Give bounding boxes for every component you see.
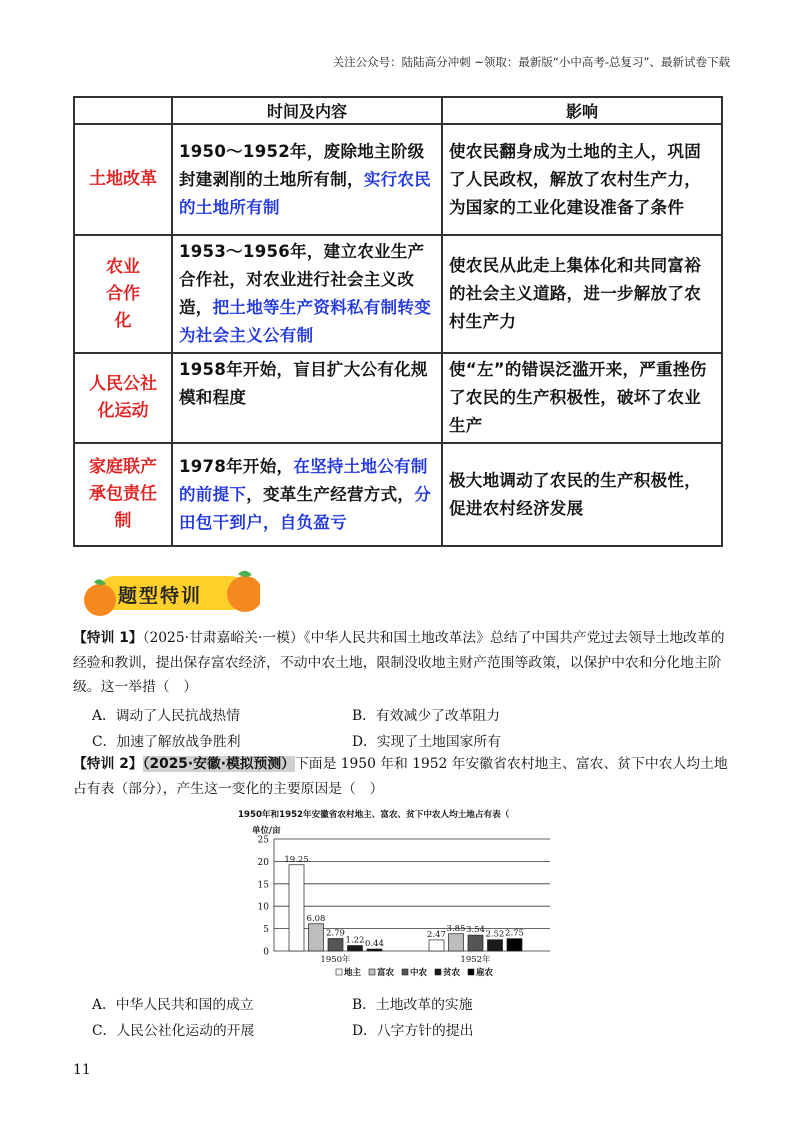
- legend-label: 富农: [377, 968, 395, 978]
- bar-富农: [449, 934, 464, 951]
- q2-tag: 【特训 2】: [73, 756, 143, 772]
- data-label: 2.75: [505, 928, 524, 939]
- question-1: [73, 626, 733, 700]
- content-text: 1978年开始，: [179, 456, 294, 476]
- legend-swatch-富农: [369, 969, 375, 975]
- legend-swatch-贫农: [435, 969, 441, 975]
- q1-tag: 【特训 1】: [73, 630, 143, 646]
- data-label: 0.44: [365, 939, 384, 950]
- row-name: 土地改革: [74, 124, 172, 235]
- row-name: [74, 353, 172, 443]
- content-highlight: 实行农民的土地所有制: [179, 169, 432, 217]
- row-content: [172, 124, 442, 235]
- content-text: 1958年开始，盲目扩大公有化规模和程度: [179, 360, 428, 407]
- row-impact: 使农民从此走上集体化和共同富裕的社会主义道路，进一步解放了农村生产力: [442, 235, 722, 353]
- q1-option-a[interactable]: A．调动了人民抗战热情: [92, 708, 240, 724]
- y-tick-label: 5: [263, 925, 269, 936]
- x-tick-label: 1950年: [320, 955, 351, 965]
- y-tick-label: 15: [257, 880, 269, 891]
- bar-地主: [429, 940, 444, 951]
- q2-source: （2025·安徽·模拟预测）: [142, 756, 295, 772]
- table-header-row: [74, 97, 722, 124]
- y-tick-label: 25: [257, 835, 269, 846]
- land-chart: [232, 806, 568, 986]
- land-chart-svg: [232, 806, 568, 986]
- row-impact: 使“左”的错误泛滥开来，严重挫伤了农民的生产积极性，破坏了农业生产: [442, 353, 722, 443]
- q1-option-c[interactable]: C．加速了解放战争胜利: [92, 734, 241, 750]
- data-label: 6.08: [306, 913, 326, 924]
- bar-雇农: [367, 949, 382, 951]
- q2-text: 下面是 1950 年和 1952 年安徽省农村地主、富农、贫下中农人均土地占有表（部分），产生这一变化的主要原因是（ ）: [73, 756, 728, 797]
- y-tick-label: 10: [257, 902, 269, 913]
- row-name-text: 家庭联产承包责任制: [89, 457, 157, 531]
- question-2: [73, 752, 733, 801]
- data-label: 2.79: [326, 928, 345, 939]
- content-highlight: 在坚持土地公有制的前提下: [179, 456, 428, 504]
- table-header-impact: 影响: [442, 97, 722, 124]
- table-row: [74, 353, 722, 443]
- legend-label: 地主: [344, 968, 362, 978]
- chart-unit: 单位/亩: [252, 826, 281, 836]
- row-content: [172, 443, 442, 546]
- legend-swatch-雇农: [468, 969, 474, 975]
- table-row: [74, 443, 722, 546]
- bar-贫农: [488, 940, 503, 951]
- legend-label: 雇农: [476, 968, 494, 978]
- data-label: 2.47: [427, 929, 446, 940]
- content-highlight-2: 分田包干到户，自负盈亏: [179, 484, 432, 532]
- chart-title: 1950年和1952年安徽省农村地主、富农、贫下中农人均土地占有表（: [238, 810, 510, 820]
- q1-text: （2025·甘肃嘉峪关·一模）《中华人民共和国土地改革法》总结了中国共产党过去领导土地改革的经验和教训，提出保存富农经济，不动中农土地，限制没收地主财产范围等政策，以保护中农和分化地主阶级。这一举措（ ）: [73, 630, 725, 695]
- banner-title: 题型特训: [118, 585, 203, 607]
- table-header-content: 时间及内容: [172, 97, 442, 124]
- row-content: [172, 353, 442, 443]
- q1-option-b[interactable]: B．有效减少了改革阻力: [352, 708, 501, 724]
- bar-雇农: [507, 939, 522, 951]
- bar-贫农: [348, 946, 363, 951]
- y-tick-label: 20: [257, 857, 269, 868]
- table-row: [74, 235, 722, 353]
- data-label: 1.22: [345, 935, 365, 946]
- row-name-text: 农业合作化: [106, 256, 140, 331]
- q2-option-d[interactable]: D．八字方针的提出: [352, 1023, 474, 1039]
- data-label: 2.52: [485, 929, 505, 940]
- row-content: [172, 235, 442, 353]
- y-tick-label: 0: [263, 947, 269, 958]
- content-text: 1953～1956年，建立农业生产合作社，对农业进行社会主义改造，: [179, 242, 425, 317]
- data-label: 19.25: [284, 854, 309, 865]
- land-reform-table: [73, 96, 723, 547]
- row-impact: 使农民翻身成为土地的主人，巩固了人民政权，解放了农村生产力，为国家的工业化建设准备了条件: [442, 124, 722, 235]
- row-impact: 极大地调动了农民的生产积极性，促进农村经济发展: [442, 443, 722, 546]
- table-header-blank: [74, 97, 172, 124]
- row-name: [74, 235, 172, 353]
- row-name: [74, 443, 172, 546]
- content-text: 1950～1952年，废除地主阶级封建剥削的土地所有制，: [179, 141, 425, 189]
- legend-label: 贫农: [443, 968, 461, 978]
- x-tick-label: 1952年: [460, 955, 491, 965]
- legend-label: 中农: [410, 968, 428, 978]
- page-number: 11: [73, 1062, 91, 1078]
- content-highlight: 把土地等生产资料私有制转变为社会主义公有制: [179, 298, 432, 345]
- q1-option-d[interactable]: D．实现了土地国家所有: [352, 734, 502, 750]
- q2-option-a[interactable]: A．中华人民共和国的成立: [92, 997, 254, 1013]
- bar-富农: [309, 924, 324, 951]
- bar-中农: [328, 939, 343, 951]
- legend-swatch-地主: [336, 969, 342, 975]
- row-name-text: 人民公社化运动: [89, 374, 157, 421]
- content-text-tail: ，变革生产经营方式，: [246, 484, 415, 504]
- data-label: 3.85: [446, 923, 466, 934]
- section-banner: [80, 566, 260, 618]
- table-row: [74, 124, 722, 235]
- q2-option-b[interactable]: B．土地改革的实施: [352, 997, 473, 1013]
- bar-中农: [468, 935, 483, 951]
- header-note: 关注公众号：陆陆高分冲刺 ~领取：最新版“小中高考-总复习”、最新试卷下载: [332, 55, 730, 69]
- data-label: 3.54: [466, 925, 485, 936]
- q2-option-c[interactable]: C．人民公社化运动的开展: [92, 1023, 255, 1039]
- legend-swatch-中农: [402, 969, 408, 975]
- bar-地主: [289, 865, 304, 951]
